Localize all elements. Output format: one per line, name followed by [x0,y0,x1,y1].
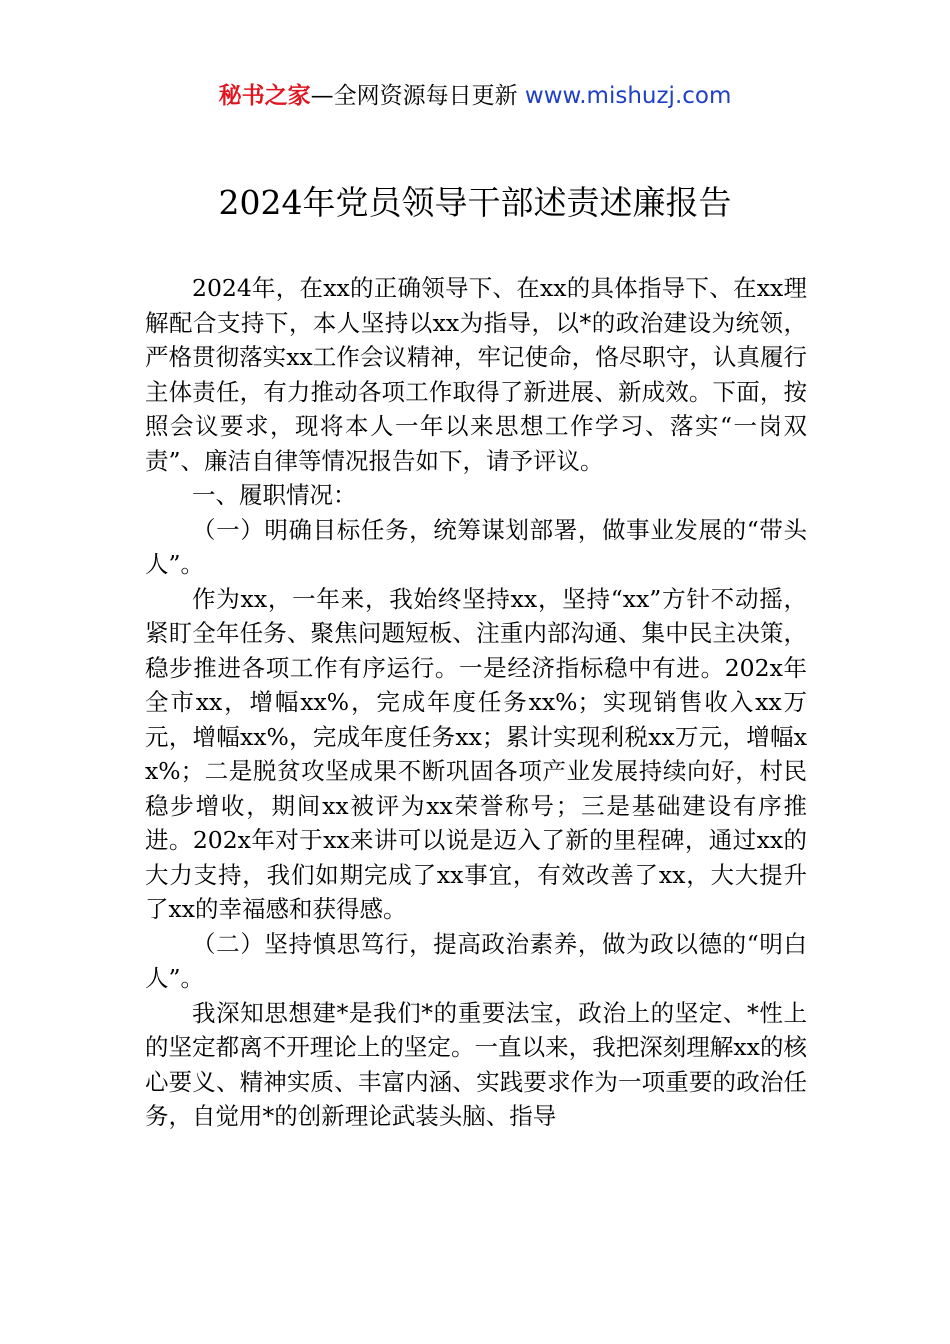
subsection-heading-1: （一）明确目标任务，统筹谋划部署，做事业发展的“带头人”。 [145,515,807,578]
site-url-link[interactable]: www.mishuzj.com [524,83,732,109]
paragraph-subsection-2: 我深知思想建*是我们*的重要法宝，政治上的坚定、*性上的坚定都离不开理论上的坚定。一直以来，我把深刻理解xx的核心要义、精神实质、丰富内涵、实践要求作为一项重要的政治任务，自觉用*的创新理论武装头脑、指导 [145,998,807,1130]
site-header [0,80,950,112]
paragraph-subsection-1: 作为xx，一年来，我始终坚持xx，坚持“xx”方针不动摇，紧盯全年任务、聚焦问题短板、注重内部沟通、集中民主决策，稳步推进各项工作有序运行。一是经济指标稳中有进。202x年全市xx，增幅xx%，完成年度任务xx%；实现销售收入xx万元，增幅xx%，完成年度任务xx；累计实现利税xx万元，增幅xx%；二是脱贫攻坚成果不断巩固各项产业发展持续向好，村民稳步增收，期间xx被评为xx荣誉称号；三是基础建设有序推进。202x年对于xx来讲可以说是迈入了新的里程碑，通过xx的大力支持，我们如期完成了xx事宜，有效改善了xx，大大提升了xx的幸福感和获得感。 [145,584,807,923]
document-title: 2024年党员领导干部述责述廉报告 [218,183,732,222]
subsection-heading-2: （二）坚持慎思笃行，提高政治素养，做为政以德的“明白人”。 [145,929,807,992]
section-heading-performance: 一、履职情况： [192,481,357,509]
site-slogan: —全网资源每日更新 [310,83,525,109]
paragraph-intro: 2024年，在xx的正确领导下、在xx的具体指导下、在xx理解配合支持下，本人坚持以xx为指导，以*的政治建设为统领，严格贯彻落实xx工作会议精神，牢记使命，恪尽职守，认真履行主体责任，有力推动各项工作取得了新进展、新成效。下面，按照会议要求，现将本人一年以来思想工作学习、落实“一岗双责”、廉洁自律等情况报告如下，请予评议。 [145,274,807,475]
site-brand: 秘书之家 [218,83,311,109]
document-body [145,271,807,1134]
